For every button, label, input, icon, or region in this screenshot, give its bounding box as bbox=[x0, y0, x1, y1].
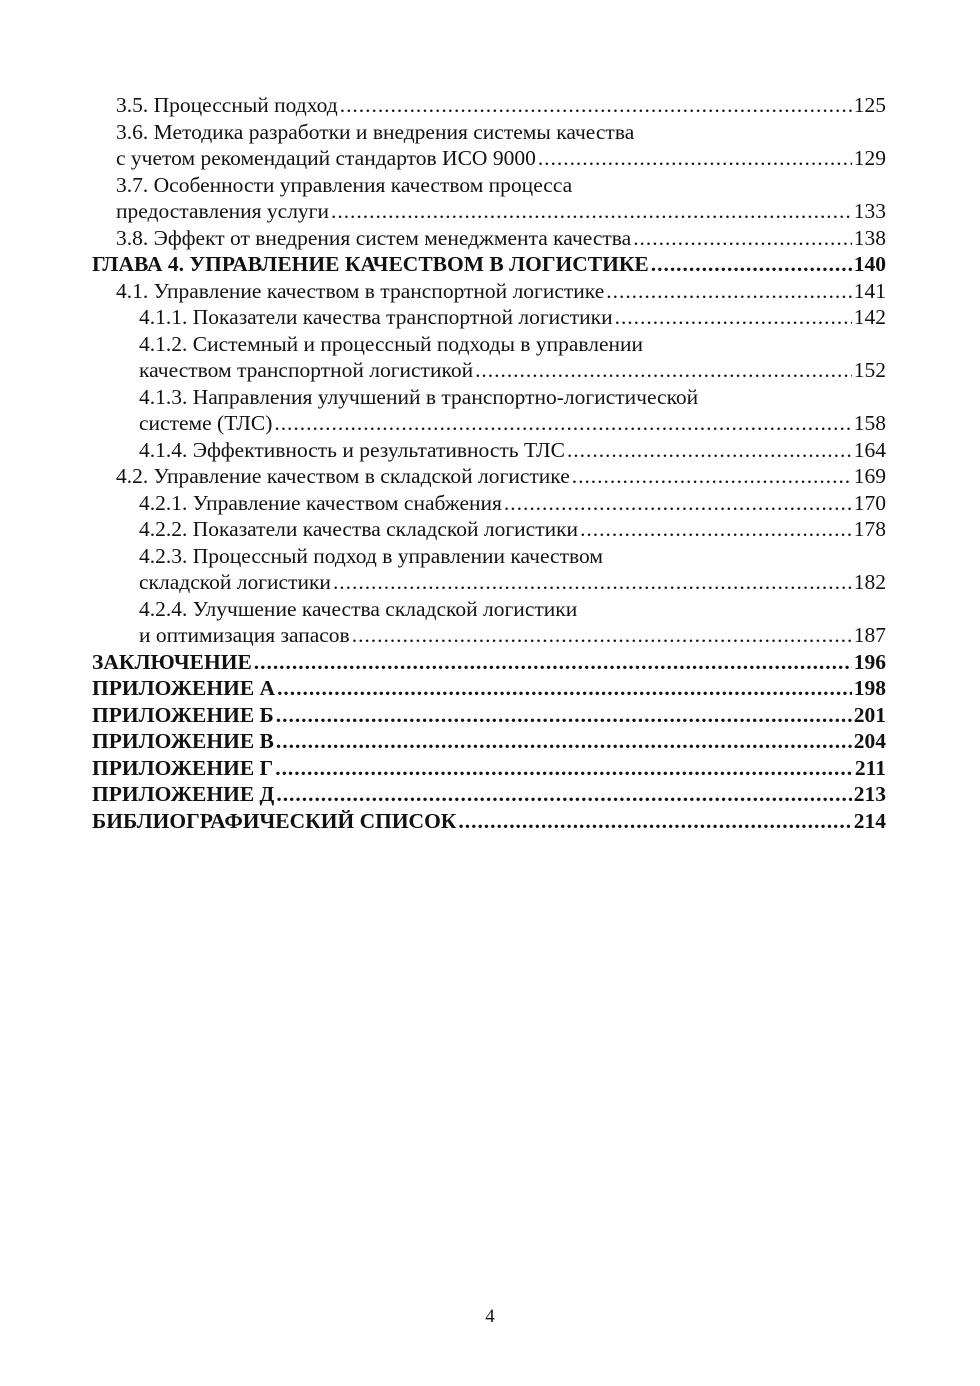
toc-entry-title: 4.1.1. Показатели качества транспортной логистики bbox=[139, 305, 613, 329]
toc-entry-title: 4.1.4. Эффективность и результативность ТЛС bbox=[139, 437, 565, 462]
toc-entry bbox=[92, 755, 886, 782]
toc-entry-line bbox=[92, 172, 886, 199]
toc-entry bbox=[92, 569, 886, 596]
toc-entry-title: 4.2.2. Показатели качества складской логистики bbox=[139, 517, 579, 541]
toc-entry-title: 3.7. Особенности управления качеством процесса bbox=[116, 172, 573, 197]
toc-entry-page: 187 bbox=[853, 623, 886, 647]
toc-entry-line bbox=[92, 384, 886, 411]
toc-entry-page: 196 bbox=[853, 649, 886, 674]
toc-entry-title: 4.2.1. Управление качеством снабжения bbox=[139, 490, 502, 515]
toc-entry-title: 4.1.2. Системный и процессный подходы в управлении bbox=[139, 331, 644, 356]
toc-entry-title: и оптимизация запасов bbox=[139, 623, 350, 647]
toc-entry-title: ПРИЛОЖЕНИЕ Д bbox=[92, 782, 275, 806]
toc-entry-title: 3.5. Процессный подход bbox=[116, 93, 338, 117]
dot-leader bbox=[538, 145, 852, 172]
toc-entry-line bbox=[92, 331, 886, 358]
toc-entry bbox=[92, 198, 886, 225]
toc-entry-page: 138 bbox=[853, 225, 886, 250]
dot-leader bbox=[651, 251, 852, 278]
toc-entry bbox=[92, 649, 886, 676]
toc-entry-title: 4.2.4. Улучшение качества складской логистики bbox=[139, 596, 578, 621]
toc-entry bbox=[92, 728, 886, 755]
dot-leader bbox=[504, 490, 852, 517]
toc-entry-title: ПРИЛОЖЕНИЕ Г bbox=[92, 755, 274, 780]
toc-entry-line bbox=[92, 596, 886, 623]
toc-entry-page: 152 bbox=[853, 358, 886, 382]
dot-leader bbox=[333, 569, 852, 596]
toc-entry-title: ПРИЛОЖЕНИЕ Б bbox=[92, 702, 274, 727]
toc-entry-title: складской логистики bbox=[139, 570, 331, 594]
dot-leader bbox=[276, 702, 852, 729]
toc-entry bbox=[92, 702, 886, 729]
toc-entry-title: с учетом рекомендаций стандартов ИСО 9000 bbox=[116, 146, 536, 170]
dot-leader bbox=[606, 278, 851, 305]
toc-entry bbox=[92, 92, 886, 119]
toc-entry bbox=[92, 357, 886, 384]
toc-entry-title: 4.1.3. Направления улучшений в транспортно-логистической bbox=[139, 384, 699, 409]
toc-entry-page: 201 bbox=[853, 702, 886, 727]
toc-entry-page: 133 bbox=[853, 199, 886, 223]
dot-leader bbox=[277, 675, 852, 702]
toc-entry-page: 142 bbox=[853, 305, 886, 329]
toc-entry-page: 129 bbox=[853, 146, 886, 170]
toc-entry bbox=[92, 490, 886, 517]
dot-leader bbox=[475, 357, 852, 384]
toc-entry bbox=[92, 145, 886, 172]
table-of-contents bbox=[92, 92, 886, 834]
toc-entry bbox=[92, 781, 886, 808]
toc-entry-title: ПРИЛОЖЕНИЕ В bbox=[92, 729, 274, 753]
toc-entry-title: БИБЛИОГРАФИЧЕСКИЙ СПИСОК bbox=[92, 808, 457, 833]
toc-entry-title: качеством транспортной логистикой bbox=[139, 358, 474, 382]
dot-leader bbox=[580, 516, 852, 543]
dot-leader bbox=[254, 649, 852, 676]
toc-entry bbox=[92, 251, 886, 278]
toc-entry-title: 3.8. Эффект от внедрения систем менеджмента качества bbox=[116, 225, 632, 250]
toc-entry-page: 211 bbox=[854, 755, 886, 780]
toc-entry bbox=[92, 225, 886, 252]
dot-leader bbox=[276, 728, 852, 755]
dot-leader bbox=[276, 781, 851, 808]
toc-entry-title: 4.1. Управление качеством в транспортной логистике bbox=[116, 278, 605, 303]
toc-entry-title: системе (ТЛС) bbox=[139, 411, 273, 435]
toc-entry-title: 4.2.3. Процессный подход в управлении качеством bbox=[139, 543, 603, 568]
toc-entry-line bbox=[92, 119, 886, 146]
page-number: 4 bbox=[485, 1306, 495, 1327]
toc-entry-page: 198 bbox=[853, 676, 886, 700]
dot-leader bbox=[615, 304, 852, 331]
toc-entry-title: ПРИЛОЖЕНИЕ А bbox=[92, 676, 276, 700]
dot-leader bbox=[274, 410, 851, 437]
toc-entry-title: ЗАКЛЮЧЕНИЕ bbox=[92, 649, 252, 674]
toc-entry bbox=[92, 675, 886, 702]
toc-entry bbox=[92, 516, 886, 543]
toc-entry-page: 125 bbox=[853, 93, 886, 117]
toc-entry-page: 182 bbox=[853, 570, 886, 594]
toc-entry bbox=[92, 410, 886, 437]
toc-entry-page: 158 bbox=[853, 411, 886, 435]
toc-entry bbox=[92, 278, 886, 305]
toc-entry-line bbox=[92, 543, 886, 570]
dot-leader bbox=[633, 225, 852, 252]
dot-leader bbox=[458, 808, 851, 835]
toc-entry-page: 214 bbox=[853, 808, 886, 833]
toc-entry-page: 213 bbox=[853, 782, 886, 806]
dot-leader bbox=[567, 437, 852, 464]
dot-leader bbox=[340, 92, 852, 119]
dot-leader bbox=[275, 755, 853, 782]
toc-entry-page: 204 bbox=[853, 729, 886, 753]
toc-entry-page: 170 bbox=[853, 490, 886, 515]
dot-leader bbox=[572, 463, 852, 490]
toc-entry-title: 3.6. Методика разработки и внедрения системы качества bbox=[116, 119, 635, 144]
toc-entry bbox=[92, 304, 886, 331]
toc-entry-page: 140 bbox=[853, 252, 886, 276]
toc-entry-page: 141 bbox=[853, 278, 886, 303]
toc-entry-title: 4.2. Управление качеством в складской логистике bbox=[116, 464, 570, 488]
toc-entry-title: ГЛАВА 4. УПРАВЛЕНИЕ КАЧЕСТВОМ В ЛОГИСТИКЕ bbox=[92, 252, 649, 276]
dot-leader bbox=[331, 198, 852, 225]
toc-entry bbox=[92, 808, 886, 835]
toc-entry-page: 178 bbox=[853, 517, 886, 541]
toc-entry bbox=[92, 463, 886, 490]
toc-entry bbox=[92, 622, 886, 649]
toc-entry bbox=[92, 437, 886, 464]
toc-entry-page: 169 bbox=[853, 464, 886, 488]
dot-leader bbox=[352, 622, 852, 649]
toc-entry-title: предоставления услуги bbox=[116, 199, 329, 223]
toc-entry-page: 164 bbox=[853, 437, 886, 462]
